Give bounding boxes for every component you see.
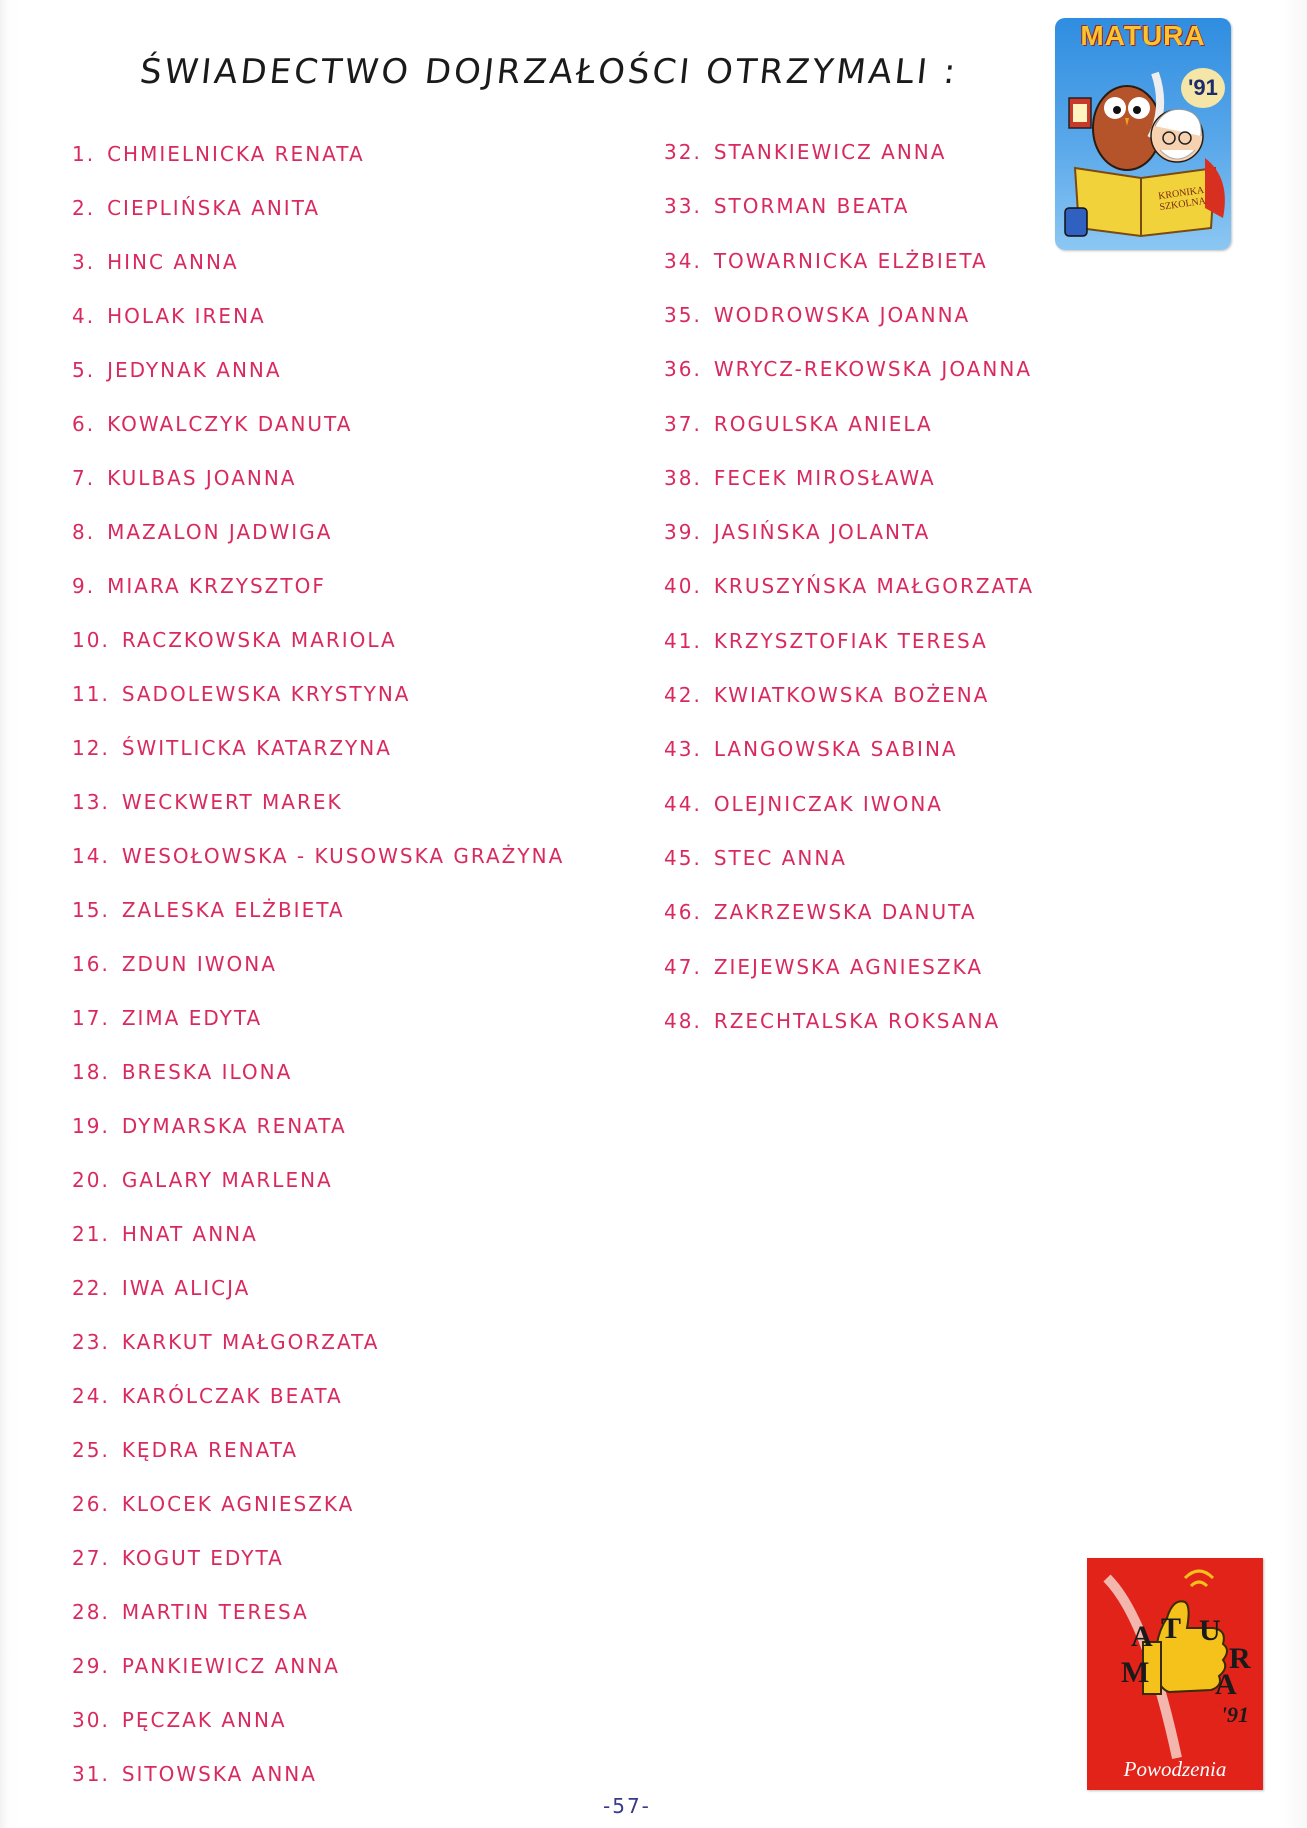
entry-name: DYMARSKA RENATA: [121, 1114, 347, 1138]
graduate-entry: [72, 1060, 292, 1084]
entry-name: KWIATKOWSKA BOŻENA: [713, 683, 990, 707]
graduate-entry: [664, 412, 933, 436]
entry-name: ZALESKA ELŻBIETA: [121, 898, 345, 922]
entry-number: 34.: [664, 248, 702, 273]
entry-name: KARKUT MAŁGORZATA: [121, 1330, 380, 1354]
graduate-entry: [72, 1438, 298, 1462]
graduate-entry: [72, 952, 277, 976]
entry-number: 32.: [664, 140, 702, 164]
entry-number: 11.: [72, 682, 110, 706]
graduate-entry: [72, 1276, 250, 1300]
entry-name: KARÓLCZAK BEATA: [121, 1384, 343, 1408]
entry-number: 14.: [72, 844, 110, 868]
entry-name: STANKIEWICZ ANNA: [713, 140, 947, 164]
entry-number: 46.: [664, 900, 702, 925]
entry-name: PANKIEWICZ ANNA: [121, 1654, 340, 1678]
graduate-entry: [664, 194, 909, 218]
entry-name: HINC ANNA: [107, 250, 239, 274]
graduate-entry: [72, 1762, 317, 1786]
entry-name: JASIŃSKA JOLANTA: [713, 520, 931, 545]
entry-name: KRUSZYŃSKA MAŁGORZATA: [713, 574, 1035, 599]
sticker-caption: Powodzenia: [1123, 1757, 1227, 1781]
entry-number: 19.: [72, 1114, 110, 1138]
entry-number: 41.: [664, 628, 702, 653]
graduate-entry: [664, 629, 988, 653]
graduate-entry: [72, 682, 410, 706]
entry-name: KOGUT EDYTA: [121, 1546, 284, 1570]
entry-number: 18.: [72, 1060, 110, 1084]
entry-name: IWA ALICJA: [121, 1276, 251, 1300]
graduate-entry: [72, 1600, 309, 1624]
graduate-entry: [72, 412, 352, 436]
entry-number: 26.: [72, 1492, 110, 1516]
graduate-entry: [72, 196, 320, 220]
entry-name: ŚWITLICKA KATARZYNA: [121, 736, 392, 760]
entry-number: 43.: [664, 737, 702, 762]
entry-name: RZECHTALSKA ROKSANA: [713, 1008, 1001, 1033]
entry-name: CIEPLIŃSKA ANITA: [107, 196, 321, 220]
entry-number: 8.: [72, 520, 96, 544]
page-heading: ŚWIADECTWO DOJRZAŁOŚCI OTRZYMALI :: [137, 52, 961, 92]
entry-name: KĘDRA RENATA: [121, 1438, 299, 1462]
entry-number: 39.: [664, 520, 702, 545]
entry-name: TOWARNICKA ELŻBIETA: [713, 248, 988, 273]
entry-name: LANGOWSKA SABINA: [713, 737, 958, 762]
entry-number: 7.: [72, 466, 96, 490]
entry-number: 5.: [72, 358, 96, 382]
sticker-title: MATURA: [1080, 20, 1206, 51]
entry-name: BRESKA ILONA: [121, 1060, 293, 1084]
entry-number: 35.: [664, 302, 702, 327]
entry-name: SITOWSKA ANNA: [121, 1762, 317, 1786]
page-number: -57-: [603, 1794, 651, 1818]
entry-name: JEDYNAK ANNA: [107, 358, 282, 382]
sticker-letter-t: T: [1161, 1612, 1182, 1645]
graduate-entry: [72, 1114, 347, 1138]
entry-name: CHMIELNICKA RENATA: [107, 142, 365, 166]
entry-number: 21.: [72, 1222, 110, 1246]
sticker-letter-m: M: [1121, 1656, 1150, 1689]
entry-name: ZDUN IWONA: [121, 952, 277, 976]
entry-number: 16.: [72, 952, 110, 976]
entry-name: RACZKOWSKA MARIOLA: [121, 628, 397, 652]
entry-name: KRZYSZTOFIAK TERESA: [713, 628, 988, 653]
entry-number: 27.: [72, 1546, 110, 1570]
sticker-letter-r: R: [1229, 1642, 1251, 1675]
entry-name: HOLAK IRENA: [107, 304, 266, 328]
sticker-letter-a1: A: [1131, 1620, 1153, 1653]
graduate-entry: [664, 357, 1032, 381]
entry-number: 37.: [664, 411, 702, 436]
entry-number: 45.: [664, 845, 702, 870]
entry-number: 29.: [72, 1654, 110, 1678]
entry-number: 20.: [72, 1168, 110, 1192]
entry-name: STEC ANNA: [713, 845, 847, 870]
graduate-entry: [72, 736, 392, 760]
graduate-entry: [72, 1384, 343, 1408]
graduate-entry: [72, 790, 343, 814]
entry-number: 6.: [72, 412, 96, 436]
entry-name: MIARA KRZYSZTOF: [107, 574, 326, 598]
graduate-entry: [664, 683, 989, 707]
entry-name: STORMAN BEATA: [713, 194, 910, 219]
entry-name: ROGULSKA ANIELA: [713, 411, 933, 436]
graduate-entry: [72, 250, 239, 274]
entry-number: 44.: [664, 791, 702, 816]
graduate-entry: [664, 249, 988, 273]
sticker-letter-a2: A: [1215, 1668, 1237, 1701]
entry-number: 47.: [664, 954, 702, 979]
sticker-letter-u: U: [1199, 1614, 1221, 1647]
entry-number: 17.: [72, 1006, 110, 1030]
entry-name: ZAKRZEWSKA DANUTA: [713, 900, 977, 925]
graduate-entry: [664, 1009, 1000, 1033]
entry-number: 15.: [72, 898, 110, 922]
entry-number: 23.: [72, 1330, 110, 1354]
owl-illustration: [1055, 18, 1231, 250]
graduate-entry: [72, 1006, 262, 1030]
graduate-entry: [72, 1168, 333, 1192]
entry-number: 24.: [72, 1384, 110, 1408]
entry-number: 48.: [664, 1008, 702, 1033]
entry-name: FECEK MIROSŁAWA: [713, 465, 936, 490]
graduate-entry: [664, 140, 946, 164]
entry-name: MARTIN TERESA: [121, 1600, 309, 1624]
entry-name: MAZALON JADWIGA: [107, 520, 333, 544]
entry-name: WECKWERT MAREK: [121, 790, 343, 814]
graduate-entry: [664, 303, 970, 327]
graduate-entry: [664, 955, 983, 979]
graduate-entry: [72, 1708, 287, 1732]
entry-number: 42.: [664, 683, 702, 707]
entry-number: 28.: [72, 1600, 110, 1624]
entry-number: 10.: [72, 628, 110, 652]
graduate-entry: [72, 142, 365, 166]
book-title: KRONIKA SZKOLNA: [1157, 184, 1207, 214]
graduate-entry: [72, 304, 266, 328]
graduate-entry: [72, 1330, 379, 1354]
sticker-year: '91: [1181, 68, 1225, 108]
entry-name: ZIMA EDYTA: [121, 1006, 263, 1030]
entry-number: 25.: [72, 1438, 110, 1462]
entry-number: 31.: [72, 1762, 110, 1786]
entry-name: PĘCZAK ANNA: [121, 1708, 287, 1732]
graduate-entry: [72, 1492, 354, 1516]
entry-name: HNAT ANNA: [121, 1222, 258, 1246]
entry-number: 4.: [72, 304, 96, 328]
entry-number: 38.: [664, 465, 702, 490]
graduate-entry: [72, 628, 397, 652]
graduate-entry: [664, 792, 943, 816]
graduate-entry: [72, 844, 564, 868]
entry-name: KOWALCZYK DANUTA: [107, 412, 353, 436]
graduate-entry: [664, 466, 936, 490]
entry-number: 36.: [664, 357, 702, 382]
graduate-entry: [72, 574, 326, 598]
entry-name: WODROWSKA JOANNA: [713, 302, 971, 327]
entry-number: 12.: [72, 736, 110, 760]
entry-number: 1.: [72, 142, 96, 166]
graduate-entry: [664, 574, 1034, 598]
entry-number: 22.: [72, 1276, 110, 1300]
entry-name: KLOCEK AGNIESZKA: [121, 1492, 355, 1516]
entry-name: ZIEJEWSKA AGNIESZKA: [713, 954, 984, 979]
graduate-entry: [72, 1546, 284, 1570]
entry-number: 40.: [664, 574, 702, 599]
graduate-entry: [664, 900, 977, 924]
entry-name: KULBAS JOANNA: [107, 466, 297, 490]
graduate-entry: [72, 520, 332, 544]
graduate-entry: [664, 737, 958, 761]
graduate-entry: [72, 898, 345, 922]
entry-number: 2.: [72, 196, 96, 220]
matura-owl-sticker: [1055, 18, 1231, 250]
sticker-year: '91: [1220, 1702, 1249, 1727]
entry-number: 13.: [72, 790, 110, 814]
entry-name: SADOLEWSKA KRYSTYNA: [121, 682, 411, 706]
entry-number: 33.: [664, 194, 702, 219]
graduate-entry: [664, 520, 930, 544]
entry-number: 3.: [72, 250, 96, 274]
entry-number: 9.: [72, 574, 96, 598]
graduate-entry: [72, 1222, 258, 1246]
entry-name: WRYCZ-REKOWSKA JOANNA: [713, 357, 1033, 382]
graduate-entry: [72, 358, 282, 382]
entry-number: 30.: [72, 1708, 110, 1732]
entry-name: WESOŁOWSKA - KUSOWSKA GRAŻYNA: [121, 844, 565, 868]
graduate-entry: [72, 466, 296, 490]
entry-name: GALARY MARLENA: [121, 1168, 333, 1192]
graduate-entry: [664, 846, 847, 870]
graduate-entry: [72, 1654, 340, 1678]
powodzenia-sticker: [1087, 1558, 1263, 1790]
entry-name: OLEJNICZAK IWONA: [713, 791, 943, 816]
